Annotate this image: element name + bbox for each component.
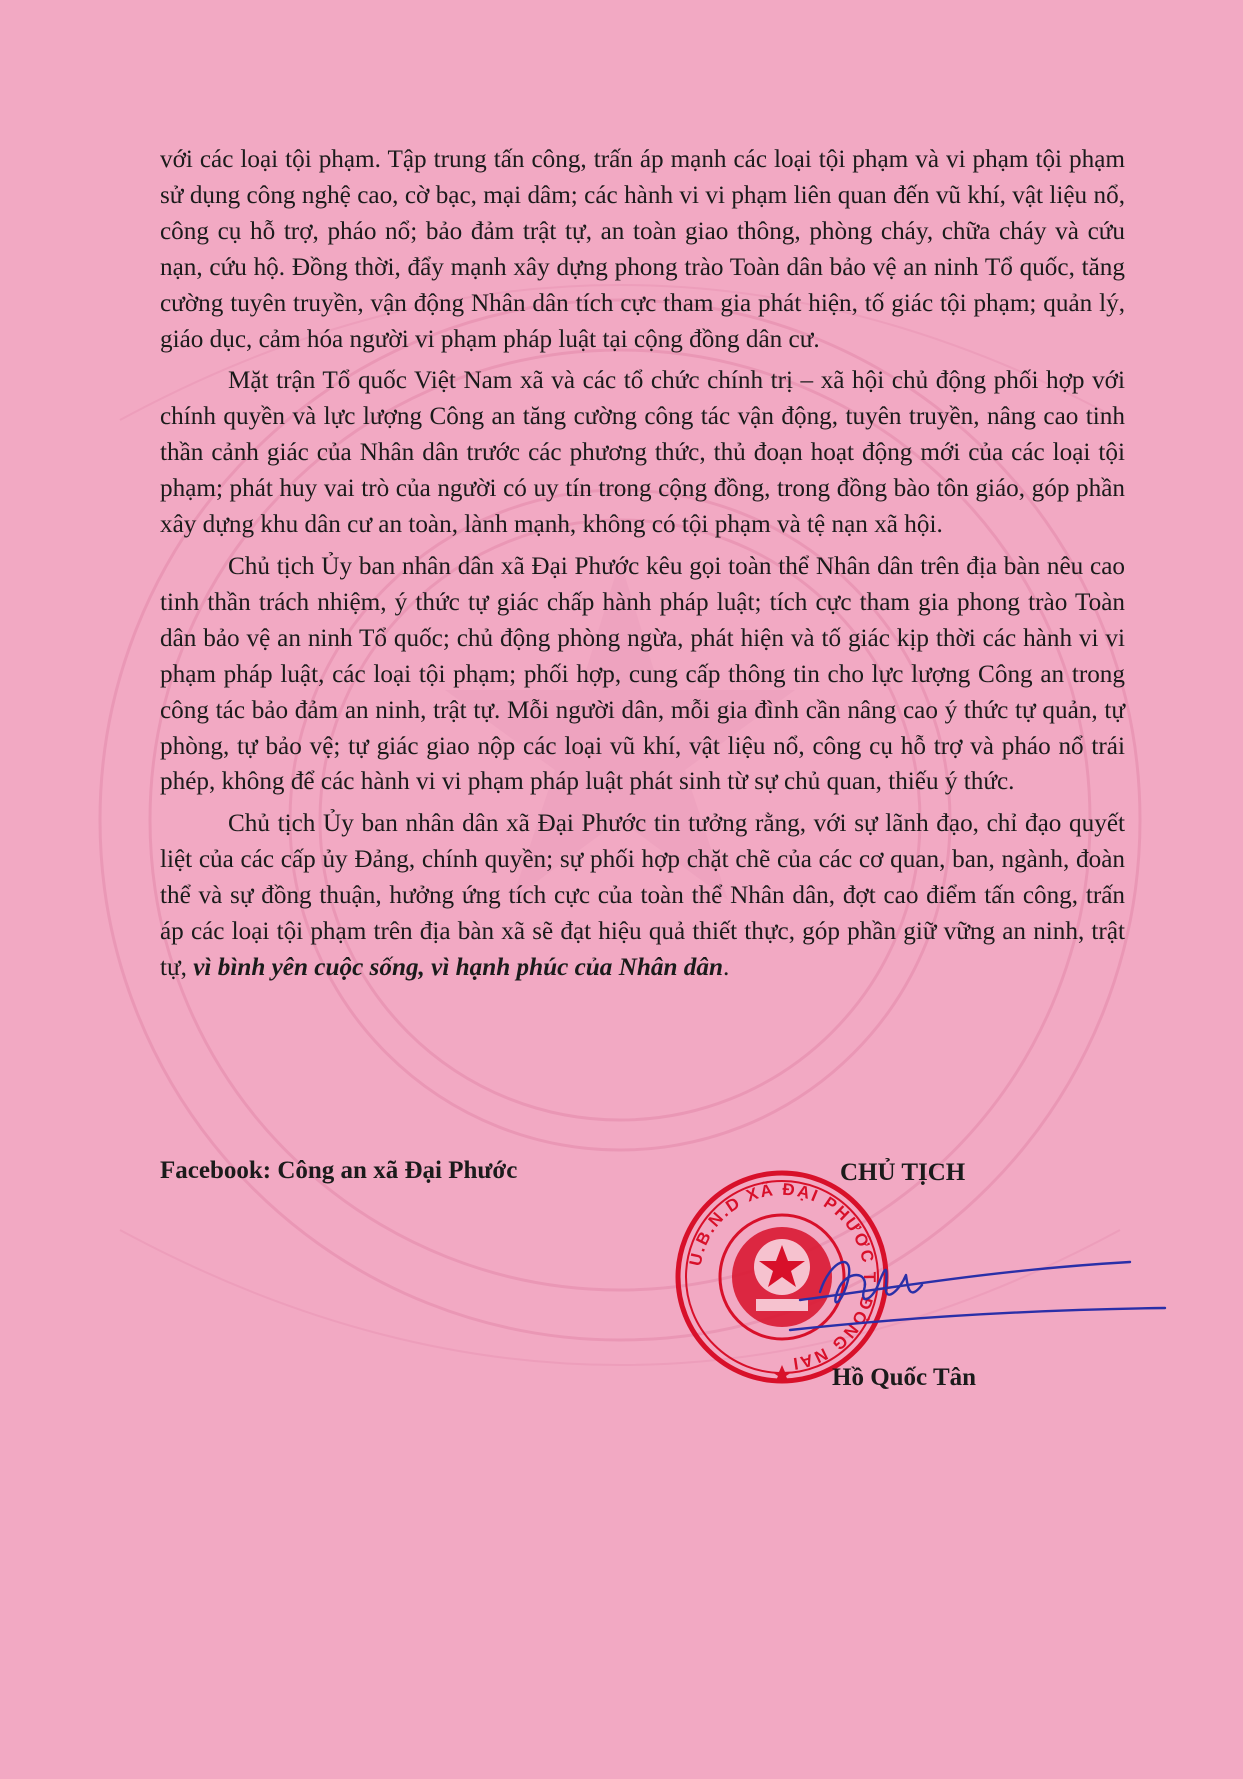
closing-text: Chủ tịch Ủy ban nhân dân xã Đại Phước tin tưởng rằng, với sự lãnh đạo, chỉ đạo quyết liệt của các cấp ủy Đảng, chính quyền; sự phối hợp chặt chẽ của các cơ quan, ban, ngành, đoàn thể và sự đồng thuận, hưởng ứng tích cực của toàn thể Nhân dân, đợt cao điểm tấn công, trấn áp các loại tội phạm trên địa bàn xã sẽ đạt hiệu quả thiết thực, góp phần giữ vững an ninh, trật tự, <box>160 810 1125 981</box>
body-paragraph-3: Chủ tịch Ủy ban nhân dân xã Đại Phước kêu gọi toàn thể Nhân dân trên địa bàn nêu cao tinh thần trách nhiệm, ý thức tự giác chấp hành pháp luật; tích cực tham gia phong trào Toàn dân bảo vệ an ninh Tổ quốc; chủ động phòng ngừa, phát hiện và tố giác kịp thời các hành vi vi phạm pháp luật, các loại tội phạm; phối hợp, cung cấp thông tin cho lực lượng Công an trong công tác bảo đảm an ninh, trật tự. Mỗi người dân, mỗi gia đình cần nâng cao ý thức tự quản, tự phòng, tự bảo vệ; tự giác giao nộp các loại vũ khí, vật liệu nổ, công cụ hỗ trợ và pháo nổ trái phép, không để các hành vi vi phạm pháp luật phát sinh từ sự chủ quan, thiếu ý thức. <box>160 552 1125 796</box>
closing-emphasis: vì bình yên cuộc sống, vì hạnh phúc của Nhân dân <box>193 953 723 981</box>
signature <box>760 1230 1180 1350</box>
document-body <box>160 142 1125 992</box>
signer-name: Hồ Quốc Tân <box>832 1364 977 1391</box>
body-paragraph-1: với các loại tội phạm. Tập trung tấn công, trấn áp mạnh các loại tội phạm và vi phạm tội phạm sử dụng công nghệ cao, cờ bạc, mại dâm; các hành vi vi phạm liên quan đến vũ khí, vật liệu nổ, công cụ hỗ trợ, pháo nổ; bảo đảm trật tự, an toàn giao thông, phòng cháy, chữa cháy và cứu nạn, cứu hộ. Đồng thời, đẩy mạnh xây dựng phong trào Toàn dân bảo vệ an ninh Tổ quốc, tăng cường tuyên truyền, vận động Nhân dân tích cực tham gia phát hiện, tố giác tội phạm; quản lý, giáo dục, cảm hóa người vi phạm pháp luật tại cộng đồng dân cư. <box>160 146 1125 353</box>
facebook-label: Facebook: Công an xã Đại Phước <box>160 1157 518 1184</box>
body-paragraph-2: Mặt trận Tổ quốc Việt Nam xã và các tổ chức chính trị – xã hội chủ động phối hợp với chính quyền và lực lượng Công an tăng cường công tác vận động, tuyên truyền, nâng cao tinh thần cảnh giác của Nhân dân trước các phương thức, thủ đoạn hoạt động mới của các loại tội phạm; phát huy vai trò của người có uy tín trong cộng đồng, trong đồng bào tôn giáo, góp phần xây dựng khu dân cư an toàn, lành mạnh, không có tội phạm và tệ nạn xã hội. <box>160 367 1125 539</box>
closing-paragraph <box>160 806 1125 986</box>
closing-end: . <box>723 953 730 981</box>
signer-title: CHỦ TỊCH <box>840 1159 966 1186</box>
seal-ring-text: U.B.N.D XÃ ĐẠI PHƯỚC T. ĐỒNG NAI <box>685 1179 880 1374</box>
